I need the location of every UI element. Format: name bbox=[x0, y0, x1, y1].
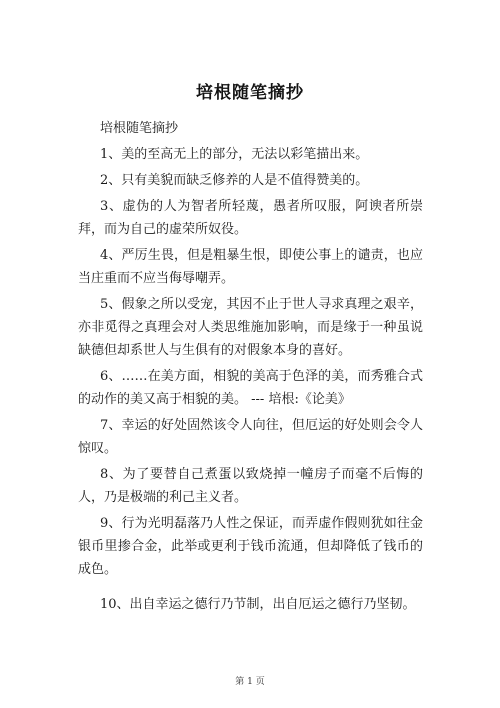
paragraph: 1、美的至高无上的部分，无法以彩笔描出来。 bbox=[100, 147, 369, 162]
paragraph-text: 9、行为光明磊落乃人性之保证，而弄虚作假则犹如往金银币里掺合金，此举或更利于钱币流通，但却降低了钱币的成色。 bbox=[78, 516, 423, 577]
paragraph-text: 3、虚伪的人为智者所轻蔑，愚者所叹服，阿谀者所崇拜，而为自己的虚荣所奴役。 bbox=[78, 199, 423, 237]
page-number: 第 1 页 bbox=[235, 677, 265, 687]
paragraph-text: 5、假象之所以受宠，其因不止于世人寻求真理之艰辛，亦非觅得之真理会对人类思维施加影响，而是缘于一种虽说缺德但却系世人与生俱有的对假象本身的喜好。 bbox=[78, 297, 423, 358]
paragraph: 2、只有美貌而缺乏修养的人是不值得赞美的。 bbox=[100, 173, 369, 188]
page-title: 培根随笔摘抄 bbox=[196, 83, 304, 103]
paragraph bbox=[78, 195, 423, 241]
paragraph-text: 4、严厉生畏，但是粗暴生恨，即使公事上的谴责，也应当庄重而不应当侮辱嘲弄。 bbox=[78, 248, 423, 286]
paragraph: 10、出自幸运之德行乃节制，出自厄运之德行乃坚韧。 bbox=[100, 597, 416, 612]
paragraph bbox=[78, 244, 423, 290]
paragraph-text: 6、……在美方面，相貌的美高于色泽的美，而秀雅合式的动作的美又高于相貌的美。 --- 培根:《论美》 bbox=[78, 369, 423, 407]
subtitle: 培根随笔摘抄 bbox=[100, 121, 179, 136]
paragraph bbox=[78, 365, 423, 411]
paragraph bbox=[78, 512, 423, 581]
document-body bbox=[78, 117, 423, 619]
paragraph-text: 7、幸运的好处固然该令人向往，但厄运的好处则会令人惊叹。 bbox=[78, 418, 423, 456]
paragraph bbox=[78, 463, 423, 509]
paragraph bbox=[78, 293, 423, 362]
paragraph bbox=[78, 414, 423, 460]
paragraph-text: 8、为了要替自己煮蛋以致烧掉一幢房子而毫不后悔的人，乃是极端的利己主义者。 bbox=[78, 467, 423, 505]
